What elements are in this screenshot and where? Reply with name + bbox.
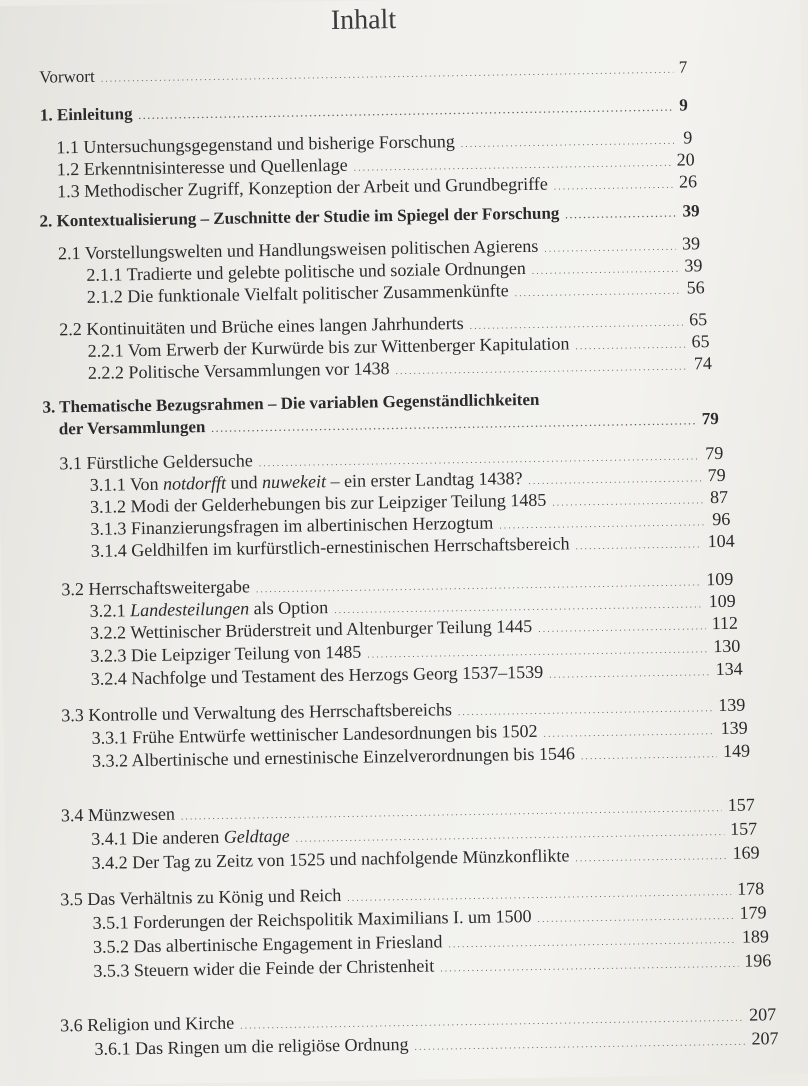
toc-label: 3.5.3 Steuern wider die Feinde der Christenheit (93, 955, 435, 981)
toc-label: 3.3 Kontrolle und Verwaltung des Herrschaftsbereichs (61, 699, 453, 726)
leader-dots (515, 278, 681, 302)
label-text: und (225, 472, 263, 493)
toc-label: der Versammlungen (58, 417, 206, 439)
leader-dots (440, 951, 738, 977)
toc-entry-vorwort[interactable] (39, 57, 687, 87)
toc-label (90, 597, 329, 622)
toc-entry-chapter-2[interactable] (39, 201, 699, 231)
leader-dots (538, 613, 706, 637)
leader-dots (414, 1029, 745, 1055)
toc-label: 2.2.1 Vom Erwerb der Kurwürde bis zur Wittenberger Kapitulation (87, 333, 570, 361)
leader-dots (581, 741, 717, 764)
leader-dots (544, 234, 676, 257)
toc-label: Vorwort (39, 66, 95, 87)
toc-page-number: 134 (715, 658, 743, 680)
toc-page-number: 104 (707, 530, 735, 552)
label-text: 3.2.1 (89, 600, 131, 621)
toc-page-number: 112 (711, 612, 739, 634)
toc-page-number: 7 (678, 57, 688, 77)
leader-dots (528, 465, 702, 489)
toc-label: 1.1 Untersuchungsgegenstand und bisherige Forschung (56, 131, 455, 158)
toc-page-number: 65 (691, 331, 710, 352)
toc-label: 2.2.2 Politische Versammlungen vor 1438 (87, 358, 390, 383)
toc-label: 3.4.2 Der Tag zu Zeitz von 1525 und nachfolgende Münzkonflikte (91, 845, 570, 873)
leader-dots (367, 636, 707, 662)
toc-page-number: 109 (708, 590, 736, 612)
leader-dots (552, 487, 704, 510)
leader-dots (575, 331, 685, 354)
toc-page-number: 79 (707, 464, 726, 486)
toc-page-number: 74 (693, 353, 713, 374)
toc-page-number: 87 (709, 486, 729, 508)
toc-label: 3.3.1 Frühe Entwürfe wettinischer Landesordnungen bis 1502 (91, 720, 538, 748)
leader-dots (575, 531, 701, 554)
toc-label: 2.1.2 Die funktionale Vielfalt politischer Zusammenkünfte (86, 280, 509, 307)
toc-page-number: 39 (684, 255, 703, 276)
toc-label: 2.1.1 Tradierte und gelebte politische und soziale Ordnungen (86, 257, 526, 285)
toc-page-number: 9 (683, 127, 693, 148)
toc-page-number: 149 (722, 740, 751, 761)
toc-label: 3.1.2 Modi der Gelderhebungen bis zur Leipziger Teilung 1485 (89, 489, 547, 517)
toc-label: 3.2.4 Nachfolge und Testament des Herzogs Georg 1537–1539 (90, 661, 544, 689)
toc-label: 3.2.2 Wettinischer Brüderstreit und Altenburger Teilung 1445 (89, 615, 533, 643)
toc-label: 3.2.3 Die Leipziger Teilung von 1485 (90, 641, 362, 666)
page-title: Inhalt (330, 4, 397, 37)
toc-page-number: 139 (720, 717, 748, 738)
toc-label: 3.1.4 Geldhilfen im kurfürstlich-ernestinischen Herrschaftsbereich (90, 533, 570, 561)
toc-label: 3.3.2 Albertinische und ernestinische Einzelverordnungen bis 1546 (91, 743, 576, 771)
toc-page-number: 157 (730, 818, 758, 839)
label-italic: Geldtage (223, 825, 290, 847)
label-text: 3.1.1 Von (89, 473, 164, 495)
toc-page-number: 157 (727, 794, 755, 815)
toc-page-number: 178 (736, 878, 765, 899)
toc-page-number: 207 (751, 1028, 779, 1049)
toc-label: 3.5 Das Verhältnis zu König und Reich (60, 884, 342, 910)
label-italic: Landesteilungen (130, 598, 250, 621)
leader-dots (543, 718, 714, 742)
toc-page-number: 26 (678, 171, 698, 192)
toc-page-number: 65 (689, 309, 708, 330)
toc-page-number: 39 (682, 201, 700, 221)
leader-dots (565, 202, 677, 224)
toc-page-number: 39 (681, 233, 701, 254)
leader-dots (575, 843, 727, 866)
leader-dots (347, 879, 731, 906)
leader-dots (549, 659, 710, 683)
label-text: als Option (249, 597, 329, 619)
toc-label: 3.5.2 Das albertinische Engagement in Friesland (92, 931, 443, 957)
leader-dots (554, 172, 674, 195)
leader-dots (138, 96, 673, 124)
leader-dots (469, 310, 683, 334)
toc-label: 3.1.3 Finanzierungsfragen im albertinischen Herzogtum (90, 512, 494, 539)
toc-page-number: 196 (744, 950, 772, 971)
toc-page-number: 179 (739, 902, 767, 923)
label-text: – ein erster Landtag 1438? (325, 468, 523, 492)
toc-page-number: 139 (718, 694, 746, 716)
toc-page-number: 96 (712, 508, 731, 530)
toc-page-number: 20 (676, 149, 695, 170)
toc-page-number: 9 (679, 95, 688, 115)
toc-label: 2. Kontextualisierung – Zuschnitte der Studie im Spiegel der Forschung (39, 203, 560, 231)
toc-label: 2.1 Vorstellungswelten und Handlungsweisen politischen Agierens (57, 235, 539, 264)
toc-page-number: 189 (741, 926, 770, 947)
toc-label: 2.2 Kontinuitäten und Brüche eines langen Jahrhunderts (59, 312, 464, 340)
toc-page-number: 169 (732, 842, 760, 863)
toc-label: 3.6.1 Das Ringen um die religiöse Ordnung (94, 1033, 409, 1059)
toc-entry-chapter-1[interactable] (40, 95, 688, 125)
toc-label: 1. Einleitung (39, 104, 133, 125)
toc-page-number: 79 (701, 408, 719, 429)
toc-label: 3.6 Religion und Kirche (60, 1012, 235, 1036)
leader-dots (296, 819, 725, 847)
toc-page-number: 56 (686, 277, 705, 298)
leader-dots (532, 256, 679, 279)
leader-dots (101, 58, 673, 87)
label-text: 3.4.1 Die anderen (91, 826, 224, 849)
leader-dots (537, 903, 733, 927)
label-italic: nuwekeit (261, 471, 327, 493)
toc-page-number: 109 (706, 568, 734, 590)
toc-page-number: 130 (713, 635, 741, 657)
toc-label: 1.2 Erkenntnisinteresse und Quellenlage (56, 154, 348, 180)
leader-dots (499, 509, 706, 533)
leader-dots (448, 927, 736, 953)
toc-label: 3.5.1 Forderungen der Reichspolitik Maximilians I. um 1500 (92, 905, 532, 933)
leader-dots (458, 695, 713, 720)
toc-entry-chapter-3-line1: 3. Thematische Bezugsrahmen – Die variablen Gegenständlichkeiten (42, 389, 540, 417)
toc-page-number: 79 (705, 442, 724, 464)
leader-dots (461, 128, 678, 152)
toc-label (91, 826, 290, 850)
toc-label: 3.2 Herrschaftsweitergabe (61, 576, 251, 600)
toc-page-number: 207 (748, 1004, 777, 1025)
toc-label: 1.3 Methodischer Zugriff, Konzeption der Arbeit und Grundbegriffe (56, 173, 548, 202)
label-italic: notdorfft (162, 472, 227, 494)
leader-dots (395, 353, 688, 379)
toc-label: 3.1 Fürstliche Geldersuche (59, 450, 253, 474)
toc-label: 3.4 Münzwesen (60, 803, 176, 826)
